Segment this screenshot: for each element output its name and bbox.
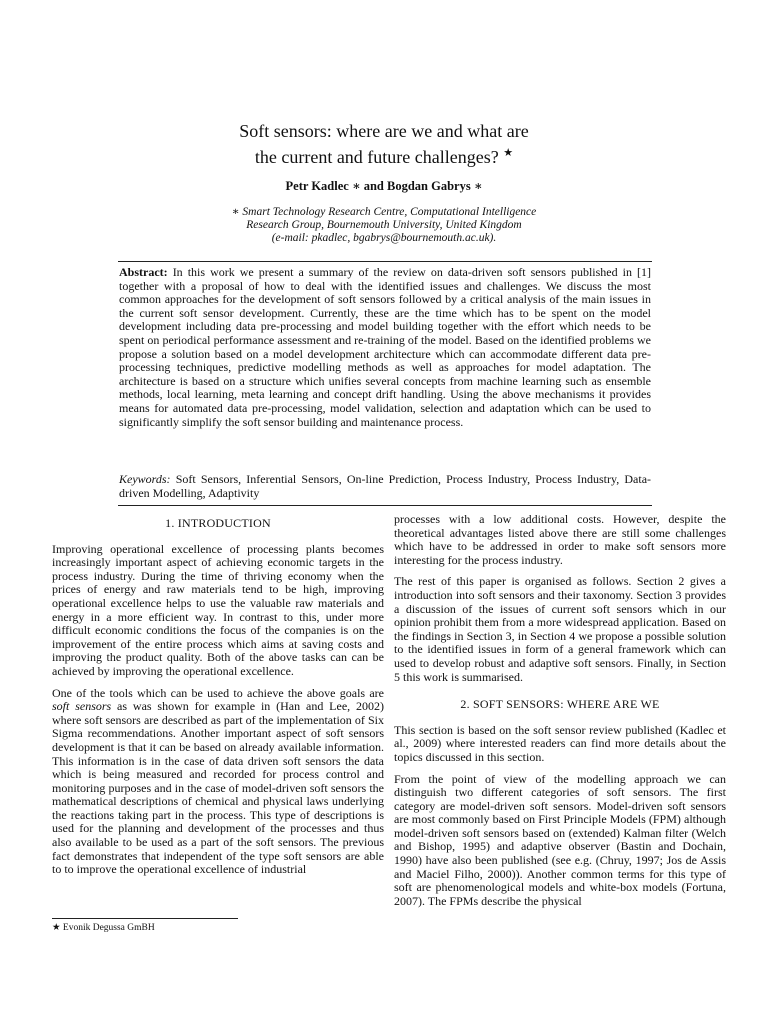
intro-heading: 1. INTRODUCTION (165, 516, 271, 530)
right-column (394, 513, 726, 916)
left-column (52, 513, 384, 885)
affiliation (150, 206, 618, 245)
intro-paragraph-1: Improving operational excellence of processing plants becomes increasingly important aspect of achieving economic targets in the process industry. During the time of thriving economy when the prices of energy and raw materials tend to be high, improving operational excellence helps to use the valuable raw materials and energy in a more efficient way. In contrast to this, under more difficult economic conditions the focus of the companies is on the improvement of the entire process which aims at saving costs and improving the product quality. Both of the above tasks can can be achieved by improving the operational excellence. (52, 541, 384, 678)
abstract (119, 266, 651, 429)
intro-paragraph-continued: processes with a low additional costs. However, despite the theoretical advantages listed above there are still some challenges which have to be addressed in order to make soft sensors more interesting for the process industry. (394, 512, 726, 567)
abstract-top-rule (118, 261, 652, 262)
section-2-heading: 2. SOFT SENSORS: WHERE ARE WE (460, 697, 660, 712)
intro-p2-emphasis: soft sensors (52, 699, 112, 714)
keywords (119, 472, 651, 500)
abstract-label: Abstract: (119, 265, 168, 279)
affiliation-line-2: Research Group, Bournemouth University, United Kingdom (246, 219, 522, 231)
intro-paragraph-outline: The rest of this paper is organised as follows. Section 2 gives a introduction into soft sensors and their taxonomy. Section 3 provides a discussion of the issues of current soft sensors which in our opinion prohibit them from a more widespread application. Based on the findings in Section 3, in Section 4 we propose a possible solution to the identified issues in form of a general framework which can used to develop robust and adaptive soft sensors. Finally, in Section 5 this work is summarised. (394, 574, 726, 684)
title-line-2-text: the current and future challenges? (254, 147, 499, 167)
keywords-label: Keywords: (119, 472, 171, 486)
section-2-paragraph-1: This section is based on the soft sensor review published (Kadlec et al., 2009) where interested readers can find more details about the topics discussed in this section. (394, 722, 726, 764)
abstract-text: In this work we present a summary of the review on data-driven soft sensors published in [1] together with a proposal of how to deal with the identified issues and challenges. We discuss the most common approaches for the development of soft sensors followed by a critical analysis of the main issues in the current soft sensor development. Currently, these are the time which has to be spent on the model development including data pre-processing and model building together with the effort which needs to be spent on periodical performance assessment and re-training of the model. Based on the identified problems we propose a solution based on a model development architecture which can accommodate different data pre-processing techniques, predictive modelling methods as well as approaches for model adaptation. The architecture is based on a structure which unifies several concepts from machine learning such as ensemble methods, local learning, meta learning and concept drift handling. Using the above mechanisms it provides means for automated data pre-processing, model validation, selection and adaptation which can be used to significantly simplify the soft sensor building and maintenance process. (119, 265, 651, 429)
abstract-bottom-rule (118, 505, 652, 506)
footnote-rule (52, 918, 238, 919)
author-list: Petr Kadlec ∗ and Bogdan Gabrys ∗ (285, 179, 483, 193)
title-line-1: Soft sensors: where are we and what are (239, 121, 529, 141)
intro-p2-rest: as was shown for example in (Han and Lee, 2002) where soft sensors are described as part of the implementation of Six Sigma recommendations. Another important aspect of soft sensors development is that it can be based on already available information. This information is in the case of data driven soft sensors the data which is being measured and recorded for process control and monitoring purposes and in the case of model-driven soft sensors the mathematical descriptions of chemical and physical laws underlying the reactions taking part in the process. This type of descriptions is used for the planning and development of the processes and thus also available to be used as a part of the soft sensors. The previous fact demonstrates that independent of the type soft sensors are able to to improve the operational excellence of industrial (52, 699, 384, 877)
affiliation-line-3: (e-mail: pkadlec, bgabrys@bournemouth.ac.uk). (271, 232, 497, 244)
intro-p2-start: One of the tools which can be used to achieve the above goals are (52, 685, 384, 700)
title-footnote-star: ★ (503, 147, 514, 159)
footnote: ★ Evonik Degussa GmBH (52, 923, 155, 933)
intro-paragraph-2 (52, 687, 384, 877)
affiliation-line-1: ∗ Smart Technology Research Centre, Computational Intelligence (231, 206, 537, 218)
keywords-text: Soft Sensors, Inferential Sensors, On-line Prediction, Process Industry, Process Industry, Data-driven Modelling, Adaptivity (119, 472, 652, 500)
title-line-2 (120, 142, 648, 168)
paper-title (120, 120, 648, 168)
section-2-paragraph-2: From the point of view of the modelling approach we can distinguish two different categories of soft sensors. The first category are model-driven soft sensors. Model-driven soft sensors are most commonly based on First Principle Models (FPM) although model-driven soft sensors based on (extended) Kalman filter (Welch and Bishop, 1995) and adaptive observer (Bastin and Dochain, 1990) have also been published (see e.g. (Chruy, 1997; Jos de Assis and Maciel Filho, 2000)). Another common terms for this type of soft are phenomenological models and white-box models (Fortuna, 2007). The FPMs describe the physical (394, 771, 726, 908)
